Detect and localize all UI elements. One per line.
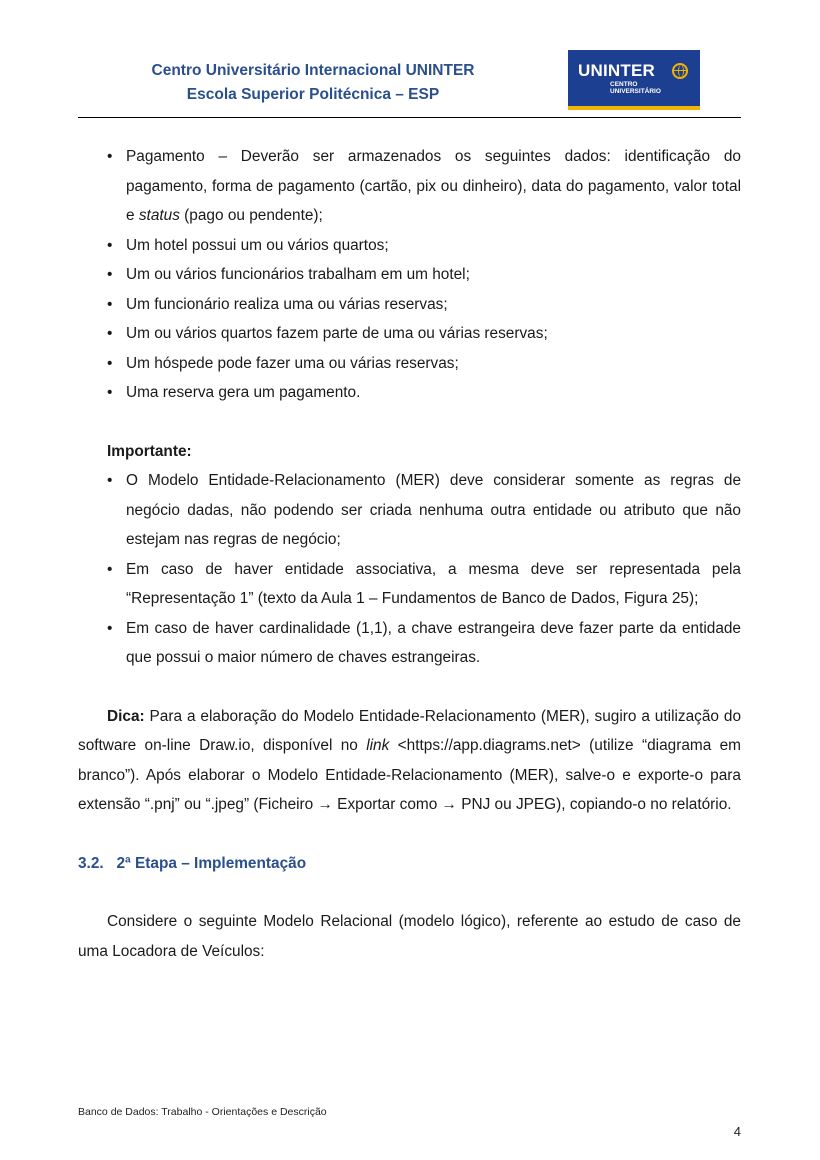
list-item: • Um funcionário realiza uma ou várias reservas;: [78, 290, 741, 320]
intro-paragraph: Considere o seguinte Modelo Relacional (modelo lógico), referente ao estudo de caso de uma Locadora de Veículos:: [78, 913, 741, 960]
institution-name: Centro Universitário Internacional UNINTER: [151, 62, 475, 79]
list-item: • Um ou vários quartos fazem parte de uma ou várias reservas;: [78, 319, 741, 349]
important-list: [78, 466, 741, 673]
logo-wordmark: UNINTER: [578, 61, 655, 80]
school-name: Escola Superior Politécnica – ESP: [186, 86, 440, 103]
list-item: • Uma reserva gera um pagamento.: [78, 378, 741, 408]
header-titles: [78, 59, 548, 107]
important-heading: Importante:: [107, 442, 192, 460]
list-item: • Em caso de haver entidade associativa, a mesma deve ser representada pela “Representação 1” (texto da Aula 1 – Fundamentos de Banco de Dados, Figura 25);: [78, 555, 741, 614]
tip-paragraph: Dica: Para a elaboração do Modelo Entidade-Relacionamento (MER), sugiro a utilização do software on-line Draw.io, disponível no link <https://app.diagrams.net> (utilize “diagrama em branco”). Após elaborar o Modelo Entidade-Relacionamento (MER), salve-o e exporte-o para extensão “.pnj” ou “.jpeg” (Ficheiro → Exportar como → PNJ ou JPEG), copiando-o no relatório.: [78, 707, 742, 813]
list-item: • Em caso de haver cardinalidade (1,1), a chave estrangeira deve fazer parte da entidade que possui o maior número de chaves estrangeiras.: [78, 614, 741, 673]
list-item: • Um hotel possui um ou vários quartos;: [78, 231, 741, 261]
globe-icon: [672, 63, 688, 79]
list-item: • Um ou vários funcionários trabalham em um hotel;: [78, 260, 741, 290]
tip-label: Dica:: [107, 707, 145, 725]
section-number: 3.2.: [78, 854, 104, 872]
page-header: [78, 48, 741, 118]
footer-text: Banco de Dados: Trabalho - Orientações e Descrição: [78, 1106, 327, 1118]
list-item: • Um hóspede pode fazer uma ou várias reservas;: [78, 349, 741, 379]
section-title: 2ª Etapa – Implementação: [116, 854, 307, 872]
uninter-logo: [568, 50, 700, 110]
list-item: • O Modelo Entidade-Relacionamento (MER) deve considerar somente as regras de negócio dadas, não podendo ser criada nenhuma outra entidade ou atributo que não estejam nas regras de negócio;: [78, 466, 741, 555]
header-divider: [78, 117, 741, 118]
list-item: • Pagamento – Deverão ser armazenados os seguintes dados: identificação do pagamento, forma de pagamento (cartão, pix ou dinheiro), data do pagamento, valor total e status (pago ou pendente);: [78, 142, 741, 231]
section-heading: [78, 849, 741, 879]
business-rules-list: [78, 142, 741, 408]
logo-subtitle: CENTRO UNIVERSITÁRIO: [610, 81, 661, 95]
page-body: [78, 142, 741, 966]
page-number: 4: [733, 1124, 741, 1139]
